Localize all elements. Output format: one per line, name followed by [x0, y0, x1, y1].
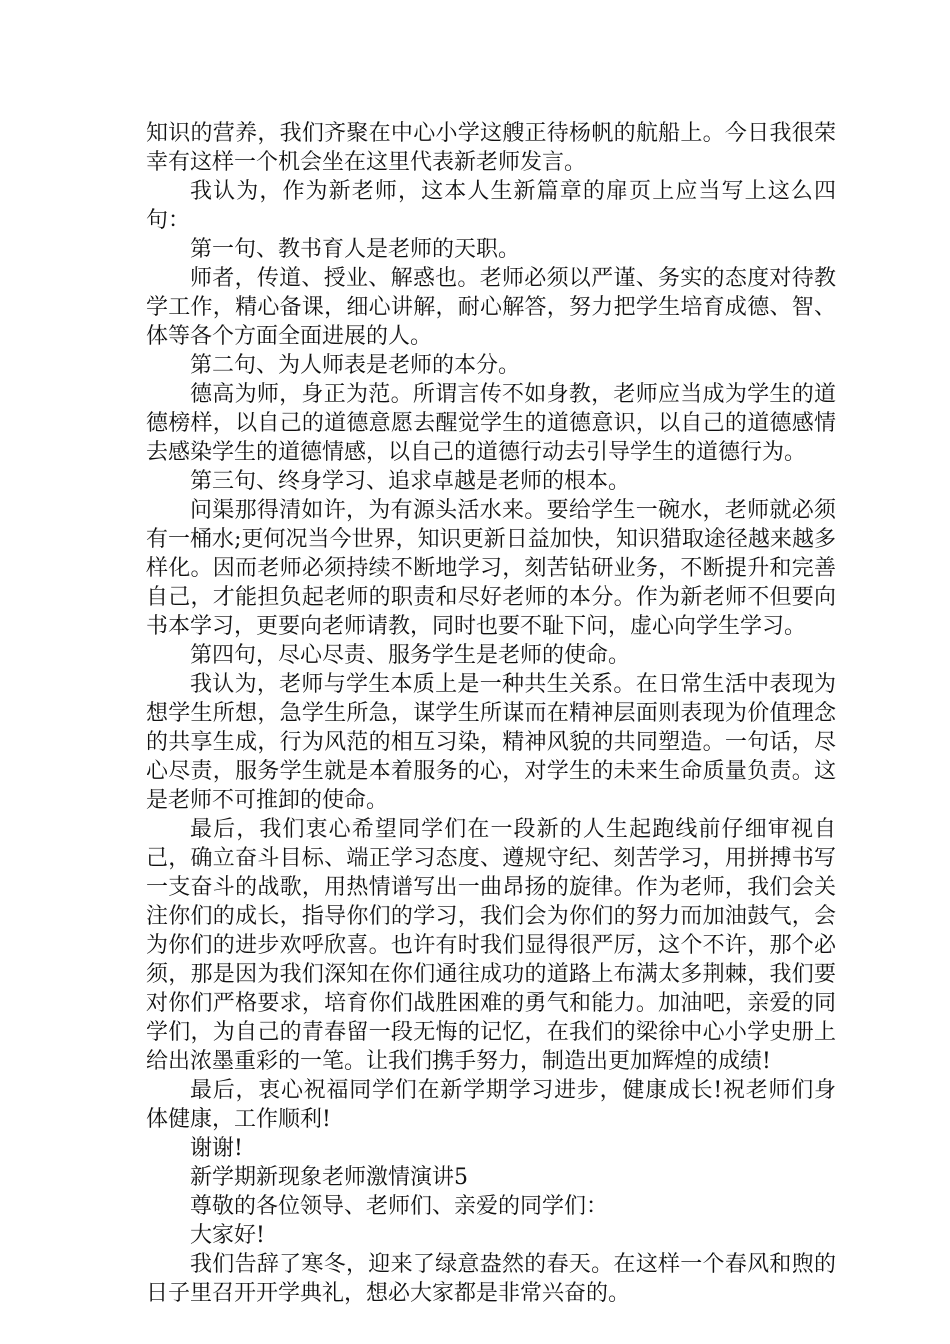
paragraph-sentence-one: 师者，传道、授业、解惑也。老师必须以严谨、务实的态度对待教学工作，精心备课，细心讲解，耐心解答，努力把学生培育成德、智、体等各个方面全面进展的人。	[146, 266, 836, 349]
salutation: 尊敬的各位领导、老师们、亲爱的同学们：	[190, 1194, 609, 1219]
paragraph-opening: 我们告辞了寒冬，迎来了绿意盎然的春天。在这样一个春风和煦的日子里召开开学典礼，想必大家都是非常兴奋的。	[146, 1252, 836, 1306]
heading-sentence-three: 第三句、终身学习、追求卓越是老师的根本。	[190, 469, 631, 494]
document-page	[146, 119, 836, 1308]
section-title: 新学期新现象老师激情演讲5	[190, 1165, 468, 1190]
paragraph-sentence-four: 我认为，老师与学生本质上是一种共生关系。在日常生活中表现为想学生所想，急学生所急，谋学生所谋而在精神层面则表现为价值理念的共享生成，行为风范的相互习染，精神风貌的共同塑造。一句话，尽心尽责，服务学生就是本着服务的心，对学生的未来生命质量负责。这是老师不可推卸的使命。	[146, 672, 836, 813]
paragraph-closing-wishes: 最后，衷心祝福同学们在新学期学习进步，健康成长!祝老师们身体健康，工作顺利!	[146, 1078, 836, 1132]
paragraph-sentence-two: 德高为师，身正为范。所谓言传不如身教，老师应当成为学生的道德榜样，以自己的道德意愿去醒觉学生的道德意识，以自己的道德感情去感染学生的道德情感，以自己的道德行动去引导学生的道德行为。	[146, 382, 836, 465]
heading-sentence-one: 第一句、教书育人是老师的天职。	[190, 237, 521, 262]
paragraph-thanks: 谢谢!	[190, 1136, 243, 1161]
paragraph-closing-hope: 最后，我们衷心希望同学们在一段新的人生起跑线前仔细审视自己，确立奋斗目标、端正学习态度、遵规守纪、刻苦学习，用拼搏书写一支奋斗的战歌，用热情谱写出一曲昂扬的旋律。作为老师，我们会关注你们的成长，指导你们的学习，我们会为你们的努力而加油鼓气，会为你们的进步欢呼欣喜。也许有时我们显得很严厉，这个不许，那个必须，那是因为我们深知在你们通往成功的道路上布满太多荆棘，我们要对你们严格要求，培育你们战胜困难的勇气和能力。加油吧，亲爱的同学们，为自己的青春留一段无悔的记忆，在我们的梁徐中心小学史册上给出浓墨重彩的一笔。让我们携手努力，制造出更加辉煌的成绩!	[146, 817, 836, 1074]
heading-sentence-two: 第二句、为人师表是老师的本分。	[190, 353, 521, 378]
paragraph-four-sentences-intro: 我认为，作为新老师，这本人生新篇章的扉页上应当写上这么四句：	[146, 179, 836, 233]
heading-sentence-four: 第四句，尽心尽责、服务学生是老师的使命。	[190, 643, 631, 668]
paragraph-sentence-three: 问渠那得清如许，为有源头活水来。要给学生一碗水，老师就必须有一桶水;更何况当今世界，知识更新日益加快，知识猎取途径越来越多样化。因而老师必须持续不断地学习，刻苦钻研业务，不断提升和完善自己，才能担负起老师的职责和尽好老师的本分。作为新老师不但要向书本学习，更要向老师请教，同时也要不耻下问，虚心向学生学习。	[146, 498, 836, 639]
greeting: 大家好!	[190, 1223, 265, 1248]
paragraph-intro-continued: 知识的营养，我们齐聚在中心小学这艘正待杨帆的航船上。今日我很荣幸有这样一个机会坐在这里代表新老师发言。	[146, 121, 836, 175]
